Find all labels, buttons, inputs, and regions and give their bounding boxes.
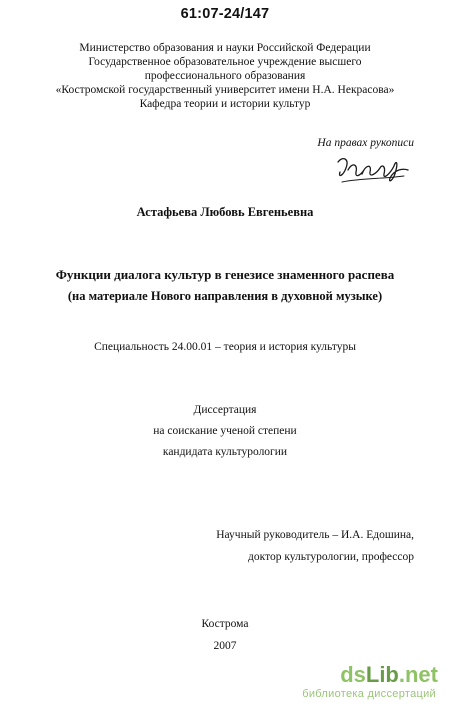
document-code: 61:07-24/147 — [180, 6, 270, 22]
ministry-line-1: Министерство образования и науки Российской Федерации — [79, 42, 371, 54]
city: Кострома — [201, 618, 249, 630]
scientific-advisor: Научный руководитель – И.А. Едошина, — [216, 529, 414, 541]
degree-line-1: на соискание ученой степени — [153, 425, 297, 437]
dslib-watermark-logo: dsLib.net — [340, 662, 438, 687]
year: 2007 — [213, 640, 237, 652]
dslib-watermark-tagline: библиотека диссертаций — [302, 688, 436, 700]
dissertation-subtitle: (на материале Нового направления в духовной музыке) — [67, 289, 383, 303]
advisor-credentials: доктор культурологии, профессор — [248, 551, 414, 563]
university-name: «Костромской государственный университет имени Н.А. Некрасова» — [55, 84, 395, 96]
dissertation-label: Диссертация — [193, 404, 257, 416]
dissertation-title: Функции диалога культур в генезисе знаменного распева — [55, 267, 395, 282]
specialty: Специальность 24.00.01 – теория и история культуры — [94, 341, 356, 353]
degree-line-2: кандидата культурологии — [162, 446, 288, 458]
ministry-line-2: Государственное образовательное учреждение высшего — [88, 56, 362, 68]
handwritten-signature — [332, 152, 412, 186]
rights-note: На правах рукописи — [317, 137, 414, 149]
department-name: Кафедра теории и истории культур — [139, 98, 311, 110]
author-name: Астафьева Любовь Евгеньевна — [136, 205, 314, 219]
ministry-line-3: профессионального образования — [144, 70, 306, 82]
